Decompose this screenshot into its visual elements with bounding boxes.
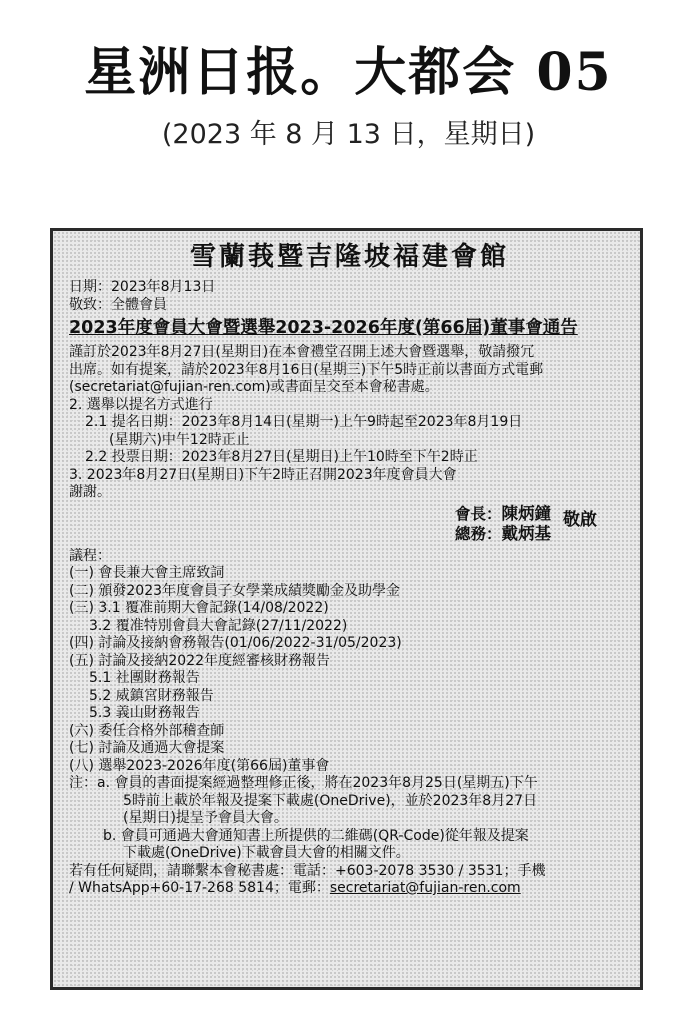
note-b-line-2: 下載處(OneDrive)下載會員大會的相關文件。: [123, 845, 410, 861]
notice-title: 2023年度會員大會暨選舉2023-2026年度(第66屆)董事會通告: [69, 318, 578, 338]
body-line-2: 出席。如有提案，請於2023年8月16日(星期三)下午5時正前以書面方式電郵: [69, 361, 544, 378]
note-b-line-1: b. 會員可通過大會通知書上所提供的二維碼(QR-Code)從年報及提案: [103, 827, 529, 844]
agenda-heading: 議程：: [69, 547, 111, 564]
agenda-item: (六) 委任合格外部稽查師: [69, 722, 225, 739]
agenda-item: (八) 選舉2023-2026年度(第66屆)董事會: [69, 757, 330, 774]
newspaper-masthead: 星洲日报。大都会 05: [84, 42, 613, 103]
agenda-item: (三) 3.1 覆准前期大會記錄(14/08/2022): [69, 600, 329, 616]
respectfully-sign-off: 敬啟: [563, 509, 597, 530]
president-label: 會長：: [455, 504, 502, 523]
president-name: 陳炳鐘: [501, 503, 552, 523]
contact-phone: / WhatsApp+60-17-268 5814；電郵：: [69, 880, 330, 896]
agenda-item: (二) 頒發2023年度會員子女學業成績獎勵金及助學金: [69, 582, 401, 599]
publication-date: (2023 年 8 月 13 日，星期日): [161, 119, 536, 150]
item-3: 3. 2023年8月27日(星期日)下午2時正召開2023年度會員大會: [69, 466, 457, 483]
notice-date: 日期：2023年8月13日: [69, 279, 216, 295]
secretary-name: 戴炳基: [501, 523, 552, 543]
agenda-item: (五) 討論及接納2022年度經審核財務報告: [69, 652, 331, 669]
signatories: [455, 504, 551, 544]
contact-line-1: 若有任何疑問，請聯繫本會秘書處：電話：+603-2078 3530 / 3531；手機: [69, 862, 546, 879]
contact-email: secretariat@fujian-ren.com: [329, 880, 521, 896]
agenda-subitem: 5.2 威鎮宮財務報告: [89, 687, 214, 704]
secretary-label: 總務：: [455, 524, 502, 543]
body-line-3: (secretariat@fujian-ren.com)或書面呈交至本會秘書處。: [69, 379, 439, 395]
organization-name: 雪蘭莪暨吉隆坡福建會館: [189, 242, 509, 272]
agenda-item: (七) 討論及通過大會提案: [69, 740, 225, 756]
note-a-line-3: (星期日)提呈予會員大會。: [123, 810, 288, 826]
item-2-1-continued: (星期六)中午12時正止: [109, 431, 250, 448]
signature-block: [69, 504, 630, 544]
item-2-2: 2.2 投票日期：2023年8月27日(星期日)上午10時至下午2時正: [85, 449, 478, 465]
agenda-subitem: 5.3 義山財務報告: [89, 705, 200, 721]
item-2: 2. 選舉以提名方式進行: [69, 396, 213, 413]
contact-line-2: [69, 880, 630, 898]
notice-recipient: 敬致：全體會員: [69, 296, 167, 313]
notice-box: [50, 228, 643, 990]
agenda-item: (四) 討論及接納會務報告(01/06/2022-31/05/2023): [69, 635, 402, 651]
body-line-1: 謹訂於2023年8月27日(星期日)在本會禮堂召開上述大會暨選舉，敬請撥冗: [69, 344, 535, 360]
agenda-subitem: 5.1 社團財務報告: [89, 670, 200, 686]
note-a-line-1: 注：a. 會員的書面提案經過整理修正後，將在2023年8月25日(星期五)下午: [69, 775, 538, 791]
agenda-subitem: 3.2 覆准特別會員大會記錄(27/11/2022): [89, 617, 348, 634]
note-a-line-2: 5時前上載於年報及提案下載處(OneDrive)，並於2023年8月27日: [123, 792, 538, 809]
item-2-1: 2.1 提名日期：2023年8月14日(星期一)上午9時起至2023年8月19日: [85, 414, 523, 430]
agenda-item: (一) 會長兼大會主席致詞: [69, 565, 225, 581]
thanks: 謝謝。: [69, 484, 111, 500]
